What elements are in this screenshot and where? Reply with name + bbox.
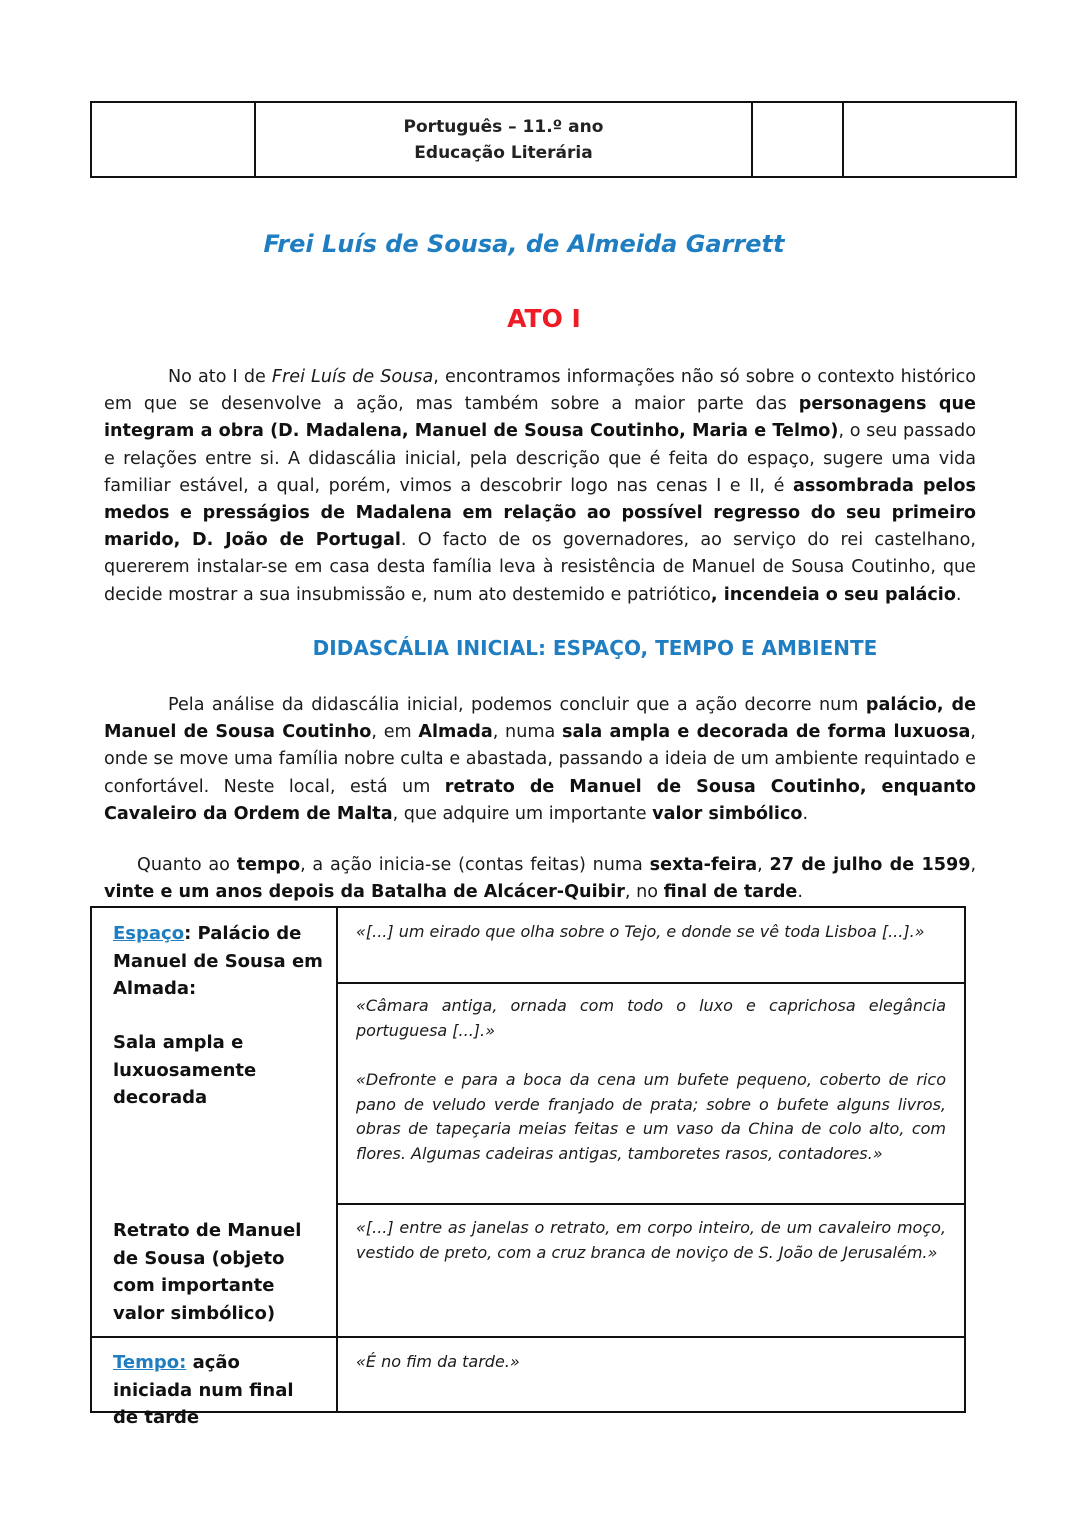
- section-heading: DIDASCÁLIA INICIAL: ESPAÇO, TEMPO E AMBIENTE: [312, 636, 878, 660]
- quotes-table: [90, 906, 966, 1428]
- intro-paragraph: No ato I de Frei Luís de Sousa, encontramos informações não só sobre o contexto histórico em que se desenvolve a ação, mas também sobre a maior parte das personagens que integram a obra (D. Madalena, Manuel de Sousa Coutinho, Maria e Telmo), o seu passado e relações entre si. A didascália inicial, pela descrição que é feita do espaço, sugere uma vida familiar estável, a qual, porém, vimos a descobrir logo nas cenas I e II, é assombrada pelos medos e presságios de Madalena em relação ao possível regresso do seu primeiro marido, D. João de Portugal. O facto de os governadores, ao serviço do rei castelhano, quererem instalar-se em casa desta família leva à resistência de Manuel de Sousa Coutinho, que decide mostrar a sua insubmissão e, num ato destemido e patriótico, incendeia o seu palácio.: [104, 367, 977, 605]
- space-link[interactable]: Espaço: [113, 923, 185, 944]
- quote-camara: «Câmara antiga, ornada com todo o luxo e caprichosa elegância portuguesa [...].»: [356, 996, 946, 1040]
- table-room-label: Sala ampla e luxuosamente decorada: [113, 1032, 257, 1108]
- time-paragraph: Quanto ao tempo, a ação inicia-se (contas feitas) numa sexta-feira, 27 de julho de 1599, vinte e um anos depois da Batalha de Alcácer-Quibir, no final de tarde.: [104, 855, 977, 903]
- act-heading: ATO I: [507, 304, 581, 333]
- quote-bufete: «Defronte e para a boca da cena um bufete pequeno, coberto de rico pano de veludo verde franjado de prata; sobre o bufete alguns livros, obras de tapeçaria meias feitas e um vaso da China de colo alto, com flores. Algumas cadeiras antigas, tamboretes rasos, contadores.»: [356, 1070, 946, 1163]
- header-cell-subject: [256, 103, 753, 176]
- header-cell-empty-2: [844, 103, 1015, 176]
- document-title: Frei Luís de Sousa, de Almeida Garrett: [263, 230, 785, 258]
- quote-tarde: «É no fim da tarde.»: [356, 1352, 520, 1371]
- header-topic: Educação Literária: [414, 142, 593, 163]
- header-subject: Português – 11.º ano: [403, 116, 604, 137]
- header-table: [90, 101, 1017, 178]
- table-time-label: Tempo: ação iniciada num final de tarde: [113, 1352, 294, 1428]
- header-cell-logo: [92, 103, 256, 176]
- quote-eirado: «[...] um eirado que olha sobre o Tejo, e donde se vê toda Lisboa [...].»: [356, 922, 925, 941]
- header-cell-empty-1: [753, 103, 844, 176]
- table-divider-row-2: [336, 1203, 964, 1205]
- table-divider-row-3: [92, 1336, 964, 1338]
- table-divider-row-1: [336, 982, 964, 984]
- table-space-label: Espaço: Palácio de Manuel de Sousa em Almada:: [113, 923, 323, 999]
- time-link[interactable]: Tempo:: [113, 1352, 187, 1373]
- quote-retrato: «[...] entre as janelas o retrato, em corpo inteiro, de um cavaleiro moço, vestido de preto, com a cruz branca de noviço de S. João de Jerusalém.»: [356, 1218, 946, 1262]
- table-portrait-label: Retrato de Manuel de Sousa (objeto com importante valor simbólico): [113, 1220, 302, 1324]
- analysis-paragraph: Pela análise da didascália inicial, podemos concluir que a ação decorre num palácio, de Manuel de Sousa Coutinho, em Almada, numa sala ampla e decorada de forma luxuosa, onde se move uma família nobre culta e abastada, passando a ideia de um ambiente requintado e confortável. Neste local, está um retrato de Manuel de Sousa Coutinho, enquanto Cavaleiro da Ordem de Malta, que adquire um importante valor simbólico.: [104, 695, 977, 824]
